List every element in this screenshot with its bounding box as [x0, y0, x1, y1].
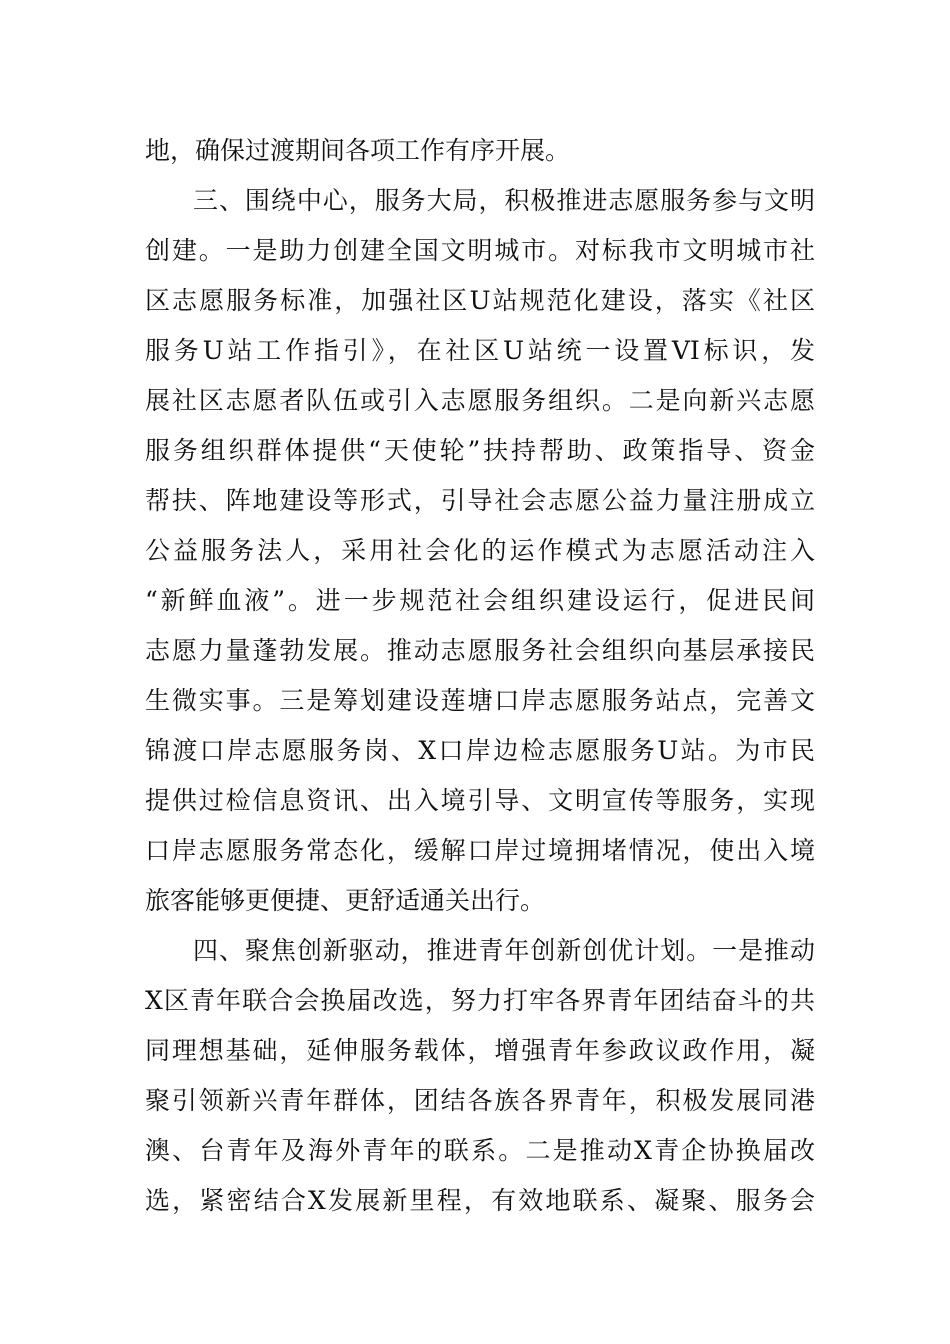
text-line: 地，确保过渡期间各项工作有序开展。: [145, 136, 571, 165]
text-line: 同理想基础，延伸服务载体，增强青年参政议政作用，凝: [145, 1036, 815, 1065]
text-line: 选，紧密结合X发展新里程，有效地联系、凝聚、服务会: [145, 1186, 815, 1215]
text-line: 澳、台青年及海外青年的联系。二是推动X青企协换届改: [145, 1136, 815, 1165]
text-line: 旅客能够更便捷、更舒适通关出行。: [145, 886, 546, 915]
text-line: X区青年联合会换届改选，努力打牢各界青年团结奋斗的共: [145, 986, 815, 1015]
text-line: 创建。一是助力创建全国文明城市。对标我市文明城市社: [145, 236, 815, 265]
text-line: 公益服务法人，采用社会化的运作模式为志愿活动注入: [145, 536, 815, 565]
text-line: 帮扶、阵地建设等形式，引导社会志愿公益力量注册成立: [145, 486, 815, 515]
text-line: 锦渡口岸志愿服务岗、X口岸边检志愿服务U站。为市民: [145, 736, 815, 765]
text-line: 口岸志愿服务常态化，缓解口岸过境拥堵情况，使出入境: [145, 836, 815, 865]
paragraph-heading-line: 四、聚焦创新驱动，推进青年创新创优计划。一是推动: [193, 936, 815, 965]
paragraph-heading-line: 三、围绕中心，服务大局，积极推进志愿服务参与文明: [193, 186, 815, 215]
text-line: 提供过检信息资讯、出入境引导、文明宣传等服务，实现: [145, 786, 815, 815]
text-line: 服务组织群体提供“天使轮”扶持帮助、政策指导、资金: [145, 436, 815, 465]
text-line: 聚引领新兴青年群体，团结各族各界青年，积极发展同港: [145, 1086, 815, 1115]
text-line: 展社区志愿者队伍或引入志愿服务组织。二是向新兴志愿: [145, 386, 815, 415]
text-line: 服务U站工作指引》，在社区U站统一设置VI标识，发: [145, 336, 815, 365]
text-line: “新鲜血液”。进一步规范社会组织建设运行，促进民间: [145, 586, 815, 615]
text-line: 区志愿服务标准，加强社区U站规范化建设，落实《社区: [145, 286, 815, 315]
text-line: 生微实事。三是筹划建设莲塘口岸志愿服务站点，完善文: [145, 686, 815, 715]
text-line: 志愿力量蓬勃发展。推动志愿服务社会组织向基层承接民: [145, 636, 815, 665]
